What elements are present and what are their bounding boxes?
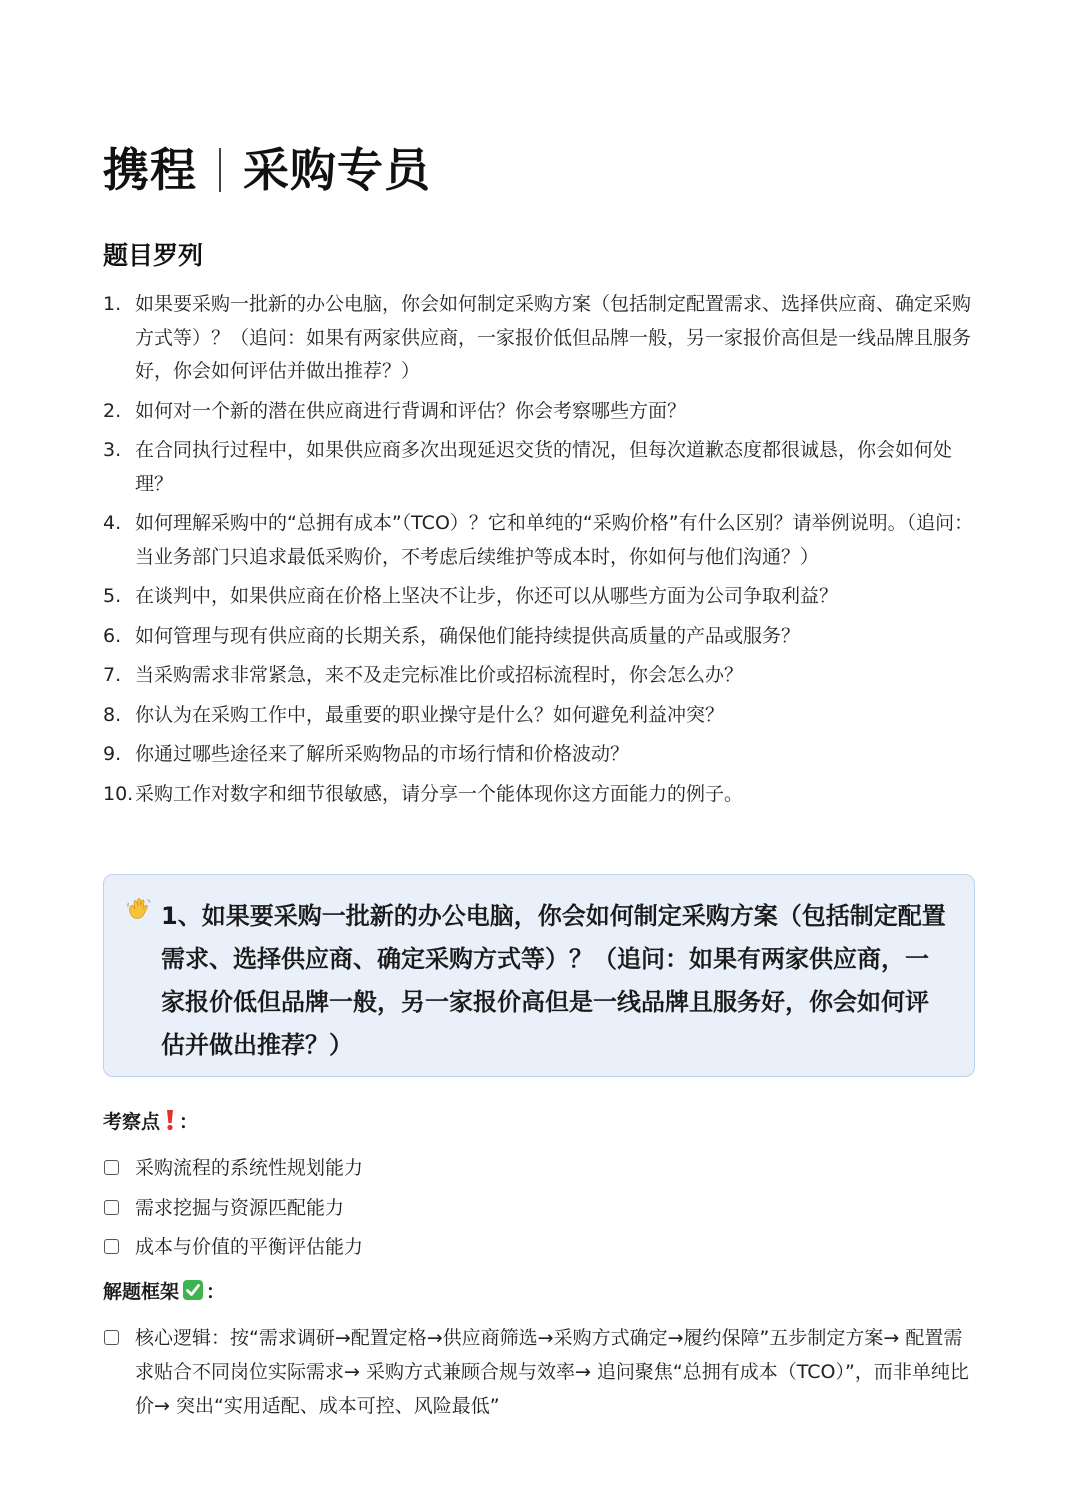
question-item (103, 288, 978, 389)
check-mark-button-icon (182, 1279, 204, 1301)
question-text: 你认为在采购工作中，最重要的职业操守是什么？如何避免利益冲突？ (135, 703, 725, 726)
title-divider (219, 148, 221, 192)
company-name: 携程 (103, 143, 197, 197)
checkbox[interactable] (104, 1330, 119, 1345)
checklist-item-text: 采购流程的系统性规划能力 (135, 1157, 364, 1179)
question-text: 如何理解采购中的“总拥有成本”（TCO）？它和单纯的“采购价格”有什么区别？请举例说明。（追问：当业务部门只追求最低采购价，不考虑后续维护等成本时，你如何与他们沟通？） (135, 512, 974, 568)
question-item (103, 580, 978, 614)
question-item (103, 659, 978, 693)
checklist-item (103, 1191, 978, 1225)
assessment-label-suffix: ： (179, 1111, 199, 1133)
checklist-item (103, 1230, 978, 1264)
callout-text: 1、如果要采购一批新的办公电脑，你会如何制定采购方案（包括制定配置需求、选择供应商、确定采购方式等）？（追问：如果有两家供应商，一家报价低但品牌一般，另一家报价高但是一线品牌且服务好，你会如何评估并做出推荐？） (161, 902, 946, 1059)
questions-list (103, 288, 978, 817)
question-text: 采购工作对数字和细节很敏感，请分享一个能体现你这方面能力的例子。 (135, 782, 744, 805)
question-item (103, 620, 978, 654)
page-title (103, 138, 431, 202)
question-item (103, 395, 978, 429)
checklist-item-text: 核心逻辑：按“需求调研→配置定格→供应商筛选→采购方式确定→履约保障”五步制定方案→ 配置需求贴合不同岗位实际需求→ 采购方式兼顾合规与效率→ 追问聚焦“总拥有成本（TCO）”，而非单纯比价→ 突出“实用适配、成本可控、风险最低” (135, 1327, 969, 1417)
exclamation-mark-icon (163, 1109, 177, 1131)
framework-label-text: 解题框架 (103, 1281, 180, 1303)
question-text: 你通过哪些途径来了解所采购物品的市场行情和价格波动？ (135, 743, 630, 765)
question-callout (103, 874, 975, 1077)
question-text: 在合同执行过程中，如果供应商多次出现延迟交货的情况，但每次道歉态度都很诚恳，你会如何处理？ (135, 439, 953, 495)
question-text: 在谈判中，如果供应商在价格上坚决不让步，你还可以从哪些方面为公司争取利益？ (135, 585, 839, 607)
checklist-item (103, 1151, 978, 1185)
checkbox[interactable] (104, 1160, 119, 1175)
question-number: 1. (103, 293, 122, 315)
question-number: 5. (103, 585, 122, 607)
question-number: 7. (103, 664, 122, 686)
question-item (103, 738, 978, 772)
question-number: 10. (103, 782, 134, 805)
question-text: 如果要采购一批新的办公电脑，你会如何制定采购方案（包括制定配置需求、选择供应商、确定采购方式等）？（追问：如果有两家供应商，一家报价低但品牌一般，另一家报价高但是一线品牌且服务好，你会如何评估并做出推荐？） (135, 293, 972, 382)
checklist-item-text: 需求挖掘与资源匹配能力 (135, 1196, 345, 1219)
question-item (103, 778, 978, 812)
question-item (103, 507, 978, 574)
checkbox[interactable] (104, 1239, 119, 1254)
question-number: 4. (103, 512, 122, 534)
question-number: 6. (103, 624, 122, 647)
assessment-label-text: 考察点 (103, 1111, 161, 1133)
question-text: 如何管理与现有供应商的长期关系，确保他们能持续提供高质量的产品或服务？ (135, 624, 801, 647)
checklist-item-text: 成本与价值的平衡评估能力 (135, 1236, 364, 1258)
framework-label (103, 1277, 225, 1307)
question-number: 2. (103, 399, 122, 422)
question-item (103, 699, 978, 733)
question-number: 9. (103, 743, 122, 765)
checkbox[interactable] (104, 1200, 119, 1215)
framework-checklist (103, 1321, 978, 1429)
question-number: 3. (103, 439, 122, 461)
question-text: 当采购需求非常紧急，来不及走完标准比价或招标流程时，你会怎么办？ (135, 664, 744, 686)
assessment-checklist (103, 1151, 978, 1270)
waving-hand-icon (126, 896, 152, 922)
question-text: 如何对一个新的潜在供应商进行背调和评估？你会考察哪些方面？ (135, 399, 687, 422)
questions-heading: 题目罗列 (103, 241, 204, 270)
framework-label-suffix: ： (206, 1281, 226, 1303)
role-name: 采购专员 (243, 143, 431, 197)
assessment-label (103, 1107, 198, 1137)
question-number: 8. (103, 703, 122, 726)
question-item (103, 434, 978, 501)
checklist-item (103, 1321, 978, 1423)
